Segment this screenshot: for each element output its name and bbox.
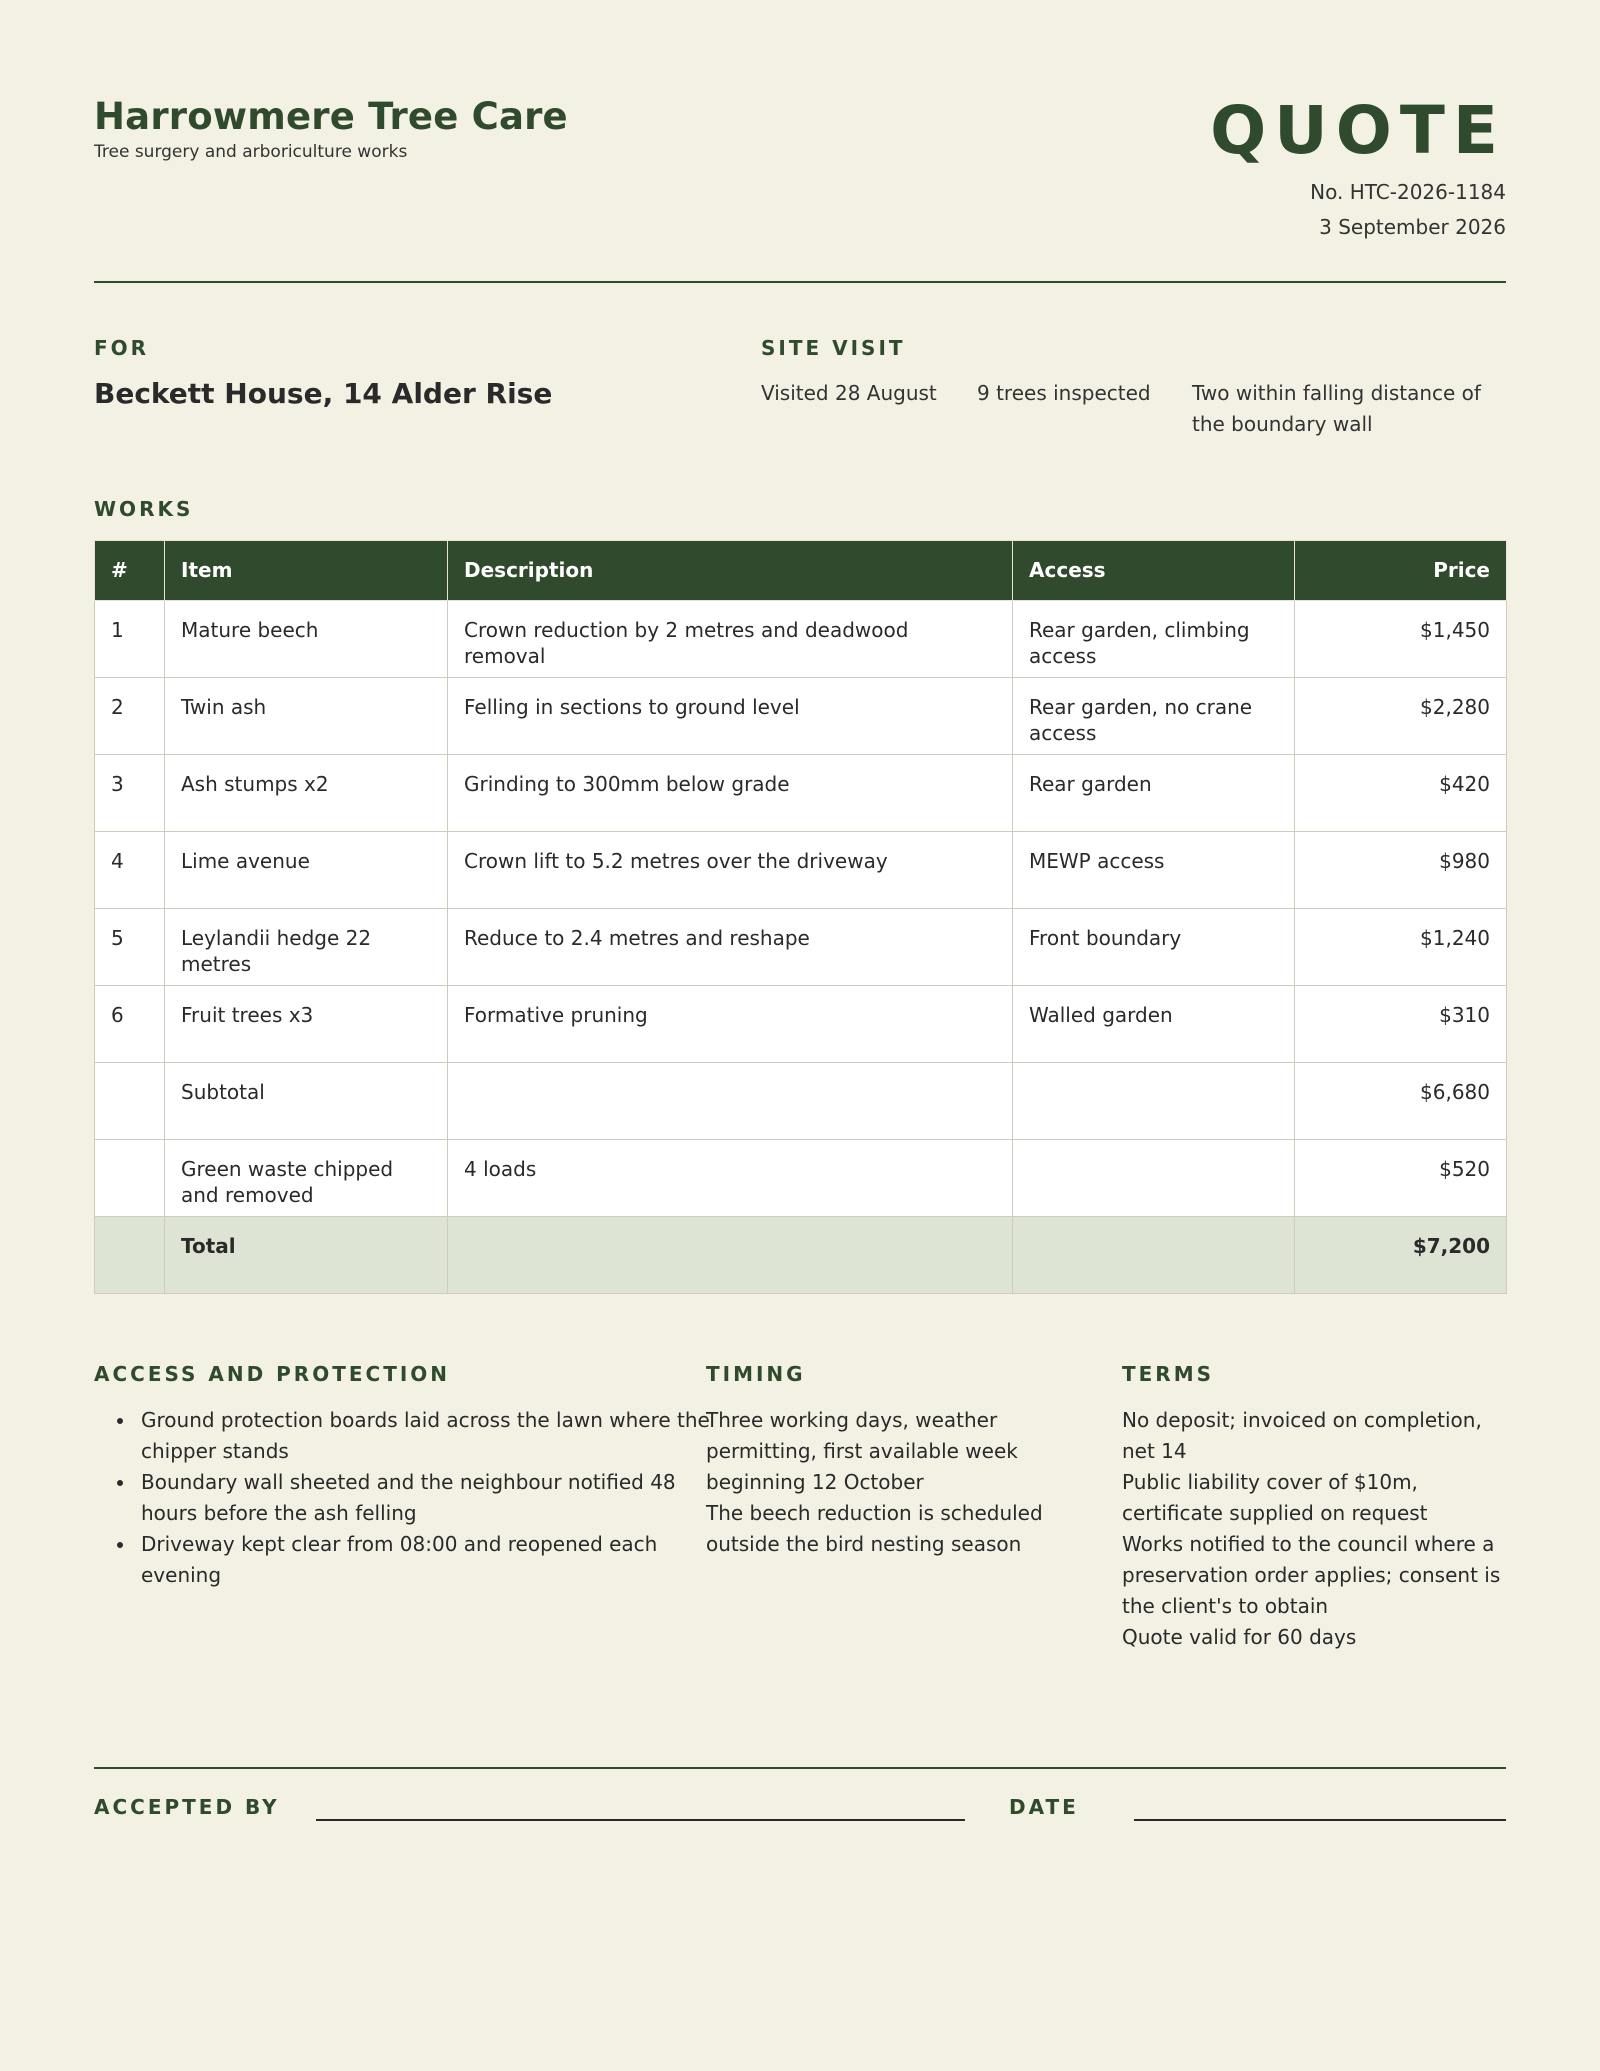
row-item: Green waste chipped and removed: [165, 1140, 448, 1217]
list-item: Boundary wall sheeted and the neighbour notified 48 hours before the ash felling: [141, 1467, 731, 1529]
row-description: 4 loads: [448, 1140, 1013, 1217]
row-number: [95, 1140, 165, 1217]
row-access: Walled garden: [1013, 986, 1295, 1063]
row-description: Reduce to 2.4 metres and reshape: [448, 909, 1013, 986]
timing-line: Three working days, weather permitting, first available week beginning 12 October: [706, 1408, 1018, 1494]
row-item: Lime avenue: [165, 832, 448, 909]
row-access: [1013, 1063, 1295, 1140]
row-price: $420: [1295, 755, 1507, 832]
row-description: Felling in sections to ground level: [448, 678, 1013, 755]
row-access: [1013, 1140, 1295, 1217]
site-visit-label: SITE VISIT: [761, 336, 906, 360]
row-number: [95, 1063, 165, 1140]
table-row: [95, 832, 1507, 909]
timing-text: [706, 1405, 1051, 1560]
table-row: [95, 986, 1507, 1063]
total-price: $7,200: [1295, 1217, 1507, 1294]
column-header-access: Access: [1013, 541, 1295, 601]
date-signature-line[interactable]: [1134, 1819, 1506, 1821]
site-visit-date: Visited 28 August: [761, 381, 937, 405]
access-protection-label: ACCESS AND PROTECTION: [94, 1362, 451, 1386]
row-number: 2: [95, 678, 165, 755]
terms-line: Works notified to the council where a preservation order applies; consent is the client's to obtain: [1122, 1532, 1501, 1618]
row-access: Rear garden, climbing access: [1013, 601, 1295, 678]
subtotal-row: [95, 1063, 1507, 1140]
row-price: $980: [1295, 832, 1507, 909]
client-label: FOR: [94, 336, 150, 360]
row-price: $2,280: [1295, 678, 1507, 755]
row-access: Rear garden: [1013, 755, 1295, 832]
column-header-item: Item: [165, 541, 448, 601]
timing-line: The beech reduction is scheduled outside the bird nesting season: [706, 1501, 1043, 1556]
total-spacer: [95, 1217, 165, 1294]
row-access: MEWP access: [1013, 832, 1295, 909]
row-price: $310: [1295, 986, 1507, 1063]
column-header-price: Price: [1295, 541, 1507, 601]
row-number: 3: [95, 755, 165, 832]
row-access: Front boundary: [1013, 909, 1295, 986]
row-item: Twin ash: [165, 678, 448, 755]
quote-date: 3 September 2026: [1319, 215, 1506, 239]
table-header-row: [95, 541, 1507, 601]
row-price: $1,240: [1295, 909, 1507, 986]
row-description: [448, 1063, 1013, 1140]
total-spacer: [1013, 1217, 1295, 1294]
total-row: [95, 1217, 1507, 1294]
list-item: Ground protection boards laid across the lawn where the chipper stands: [141, 1405, 731, 1467]
row-price: $1,450: [1295, 601, 1507, 678]
site-visit-trees: 9 trees inspected: [977, 381, 1151, 405]
document-title: QUOTE: [1210, 92, 1506, 169]
subtotal-price: $6,680: [1295, 1063, 1507, 1140]
row-description: Crown lift to 5.2 metres over the driveway: [448, 832, 1013, 909]
header-divider: [94, 281, 1506, 283]
terms-label: TERMS: [1122, 1362, 1215, 1386]
column-header-description: Description: [448, 541, 1013, 601]
accepted-by-signature-line[interactable]: [316, 1819, 965, 1821]
client-name: Beckett House, 14 Alder Rise: [94, 377, 553, 410]
row-item: Leylandii hedge 22 metres: [165, 909, 448, 986]
access-protection-list: [94, 1405, 731, 1591]
subtotal-label: Subtotal: [165, 1063, 448, 1140]
green-waste-row: [95, 1140, 1507, 1217]
row-description: Crown reduction by 2 metres and deadwood removal: [448, 601, 1013, 678]
row-number: 5: [95, 909, 165, 986]
company-tagline: Tree surgery and arboriculture works: [94, 142, 408, 162]
terms-line: Quote valid for 60 days: [1122, 1625, 1357, 1649]
row-access: Rear garden, no crane access: [1013, 678, 1295, 755]
column-header-number: #: [95, 541, 165, 601]
terms-text: [1122, 1405, 1506, 1653]
timing-label: TIMING: [706, 1362, 806, 1386]
row-item: Mature beech: [165, 601, 448, 678]
total-label: Total: [165, 1217, 448, 1294]
footer-divider: [94, 1767, 1506, 1769]
works-table: [94, 540, 1507, 1294]
row-description: Formative pruning: [448, 986, 1013, 1063]
company-name: Harrowmere Tree Care: [94, 95, 568, 138]
row-item: Fruit trees x3: [165, 986, 448, 1063]
terms-line: Public liability cover of $10m, certificate supplied on request: [1122, 1470, 1428, 1525]
site-visit-note: Two within falling distance of the boundary wall: [1192, 381, 1481, 436]
accepted-by-label: ACCEPTED BY: [94, 1795, 280, 1819]
table-row: [95, 601, 1507, 678]
row-number: 4: [95, 832, 165, 909]
row-description: Grinding to 300mm below grade: [448, 755, 1013, 832]
total-spacer: [448, 1217, 1013, 1294]
table-row: [95, 755, 1507, 832]
date-label: DATE: [1009, 1795, 1079, 1819]
row-number: 6: [95, 986, 165, 1063]
terms-line: No deposit; invoiced on completion, net 14: [1122, 1408, 1482, 1463]
row-number: 1: [95, 601, 165, 678]
works-label: WORKS: [94, 497, 194, 521]
table-row: [95, 678, 1507, 755]
row-price: $520: [1295, 1140, 1507, 1217]
row-item: Ash stumps x2: [165, 755, 448, 832]
table-row: [95, 909, 1507, 986]
list-item: Driveway kept clear from 08:00 and reopened each evening: [141, 1529, 731, 1591]
quote-number: No. HTC-2026-1184: [1310, 180, 1506, 204]
